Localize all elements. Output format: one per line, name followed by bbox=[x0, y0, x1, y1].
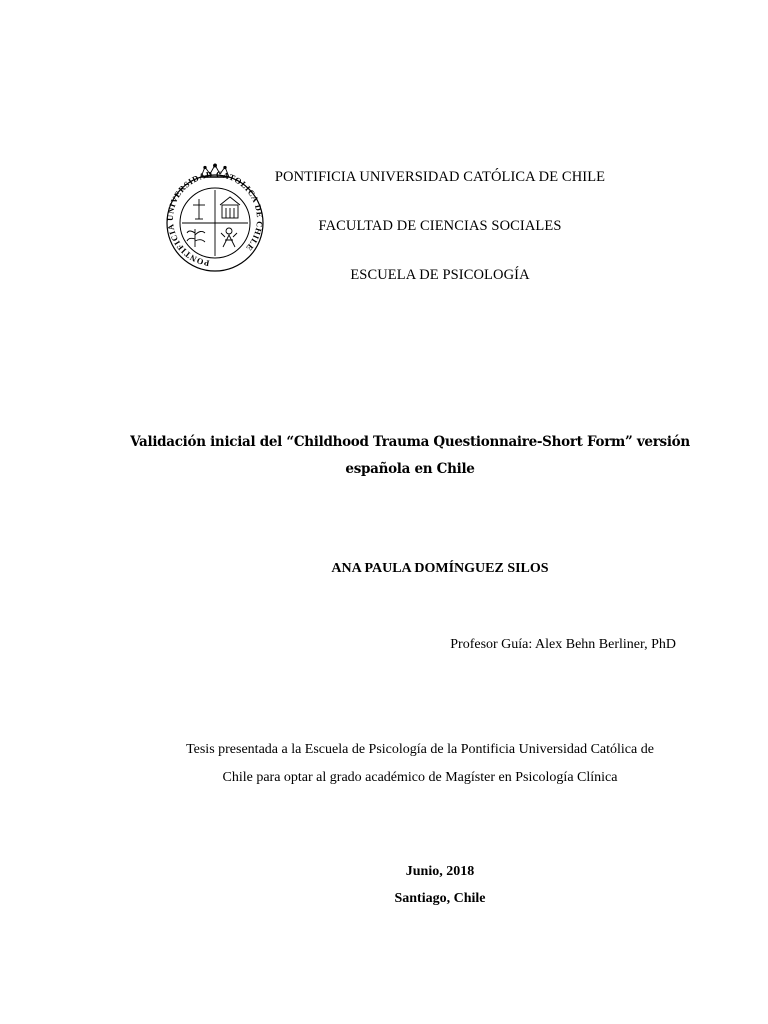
university-name: PONTIFICIA UNIVERSIDAD CATÓLICA DE CHILE bbox=[274, 169, 606, 185]
advisor-line: Profesor Guía: Alex Behn Berliner, PhD bbox=[450, 637, 676, 652]
school-name: ESCUELA DE PSICOLOGÍA bbox=[350, 267, 530, 283]
date-place-block bbox=[250, 858, 630, 912]
thesis-title-line-2: española en Chile bbox=[345, 461, 475, 477]
faculty-name: FACULTAD DE CIENCIAS SOCIALES bbox=[318, 218, 562, 234]
thesis-title-line-1: Validación inicial del “Childhood Trauma Questionnaire-Short Form” versión bbox=[130, 434, 690, 450]
thesis-statement bbox=[110, 736, 730, 792]
author-name: ANA PAULA DOMÍNGUEZ SILOS bbox=[331, 561, 549, 576]
thesis-date: Junio, 2018 bbox=[405, 864, 475, 879]
thesis-place: Santiago, Chile bbox=[394, 891, 486, 906]
thesis-title bbox=[120, 429, 700, 483]
svg-text:PONTIFICIA UNIVERSIDAD CATOLIC: PONTIFICIA UNIVERSIDAD CATOLICA DE CHILE bbox=[165, 169, 265, 268]
thesis-statement-line-2: Chile para optar al grado académico de Magíster en Psicología Clínica bbox=[222, 770, 618, 785]
thesis-statement-line-1: Tesis presentada a la Escuela de Psicología de la Pontificia Universidad Católica de bbox=[186, 742, 654, 757]
